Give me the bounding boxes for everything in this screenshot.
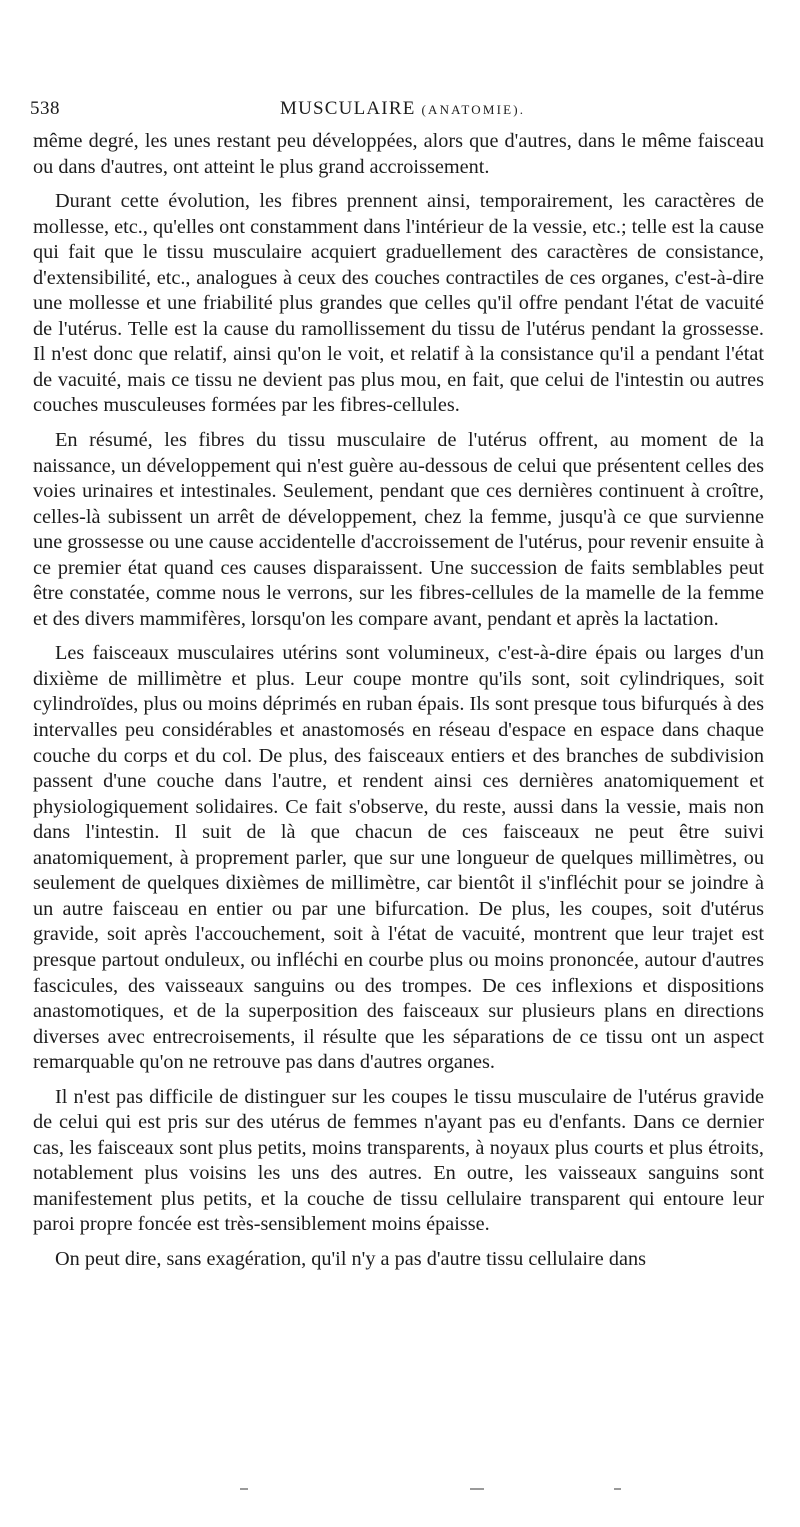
print-speck (614, 1488, 621, 1490)
print-speck (470, 1488, 484, 1490)
running-title (280, 98, 525, 120)
running-title-main: MUSCULAIRE (280, 98, 416, 119)
paragraph: Les faisceaux musculaires utérins sont volumineux, c'est-à-dire épais ou larges d'un dixième de millimètre et plus. Leur coupe montre qu'ils sont, soit cylindriques, soit cylindroïdes, plus ou moins déprimés en ruban épais. Ils sont presque tous bifurqués à des intervalles peu considérables et anastomosés en réseau d'espace en espace dans chaque couche du corps et du col. De plus, des faisceaux entiers et des branches de subdivision passent d'une couche dans l'autre, et rendent ainsi ces dernières anatomiquement et physiologiquement solidaires. Ce fait s'observe, du reste, aussi dans la vessie, mais non dans l'intestin. Il suit de là que chacun de ces faisceaux ne peut être suivi anatomiquement, à proprement parler, que sur une longueur de quelques millimètres, ou seulement de quelques dixièmes de millimètre, car bientôt il s'infléchit pour se joindre à un autre faisceau en entier ou par une bifurcation. De plus, les coupes, soit d'utérus gravide, soit après l'accouchement, soit à l'état de vacuité, montrent que leur trajet est presque partout onduleux, ou infléchi en courbe plus ou moins prononcée, autour d'autres fascicules, des vaisseaux sanguins ou des trompes. De ces inflexions et dispositions anastomotiques, et de la superposition des faisceaux sur plusieurs plans en directions diverses avec entrecroisements, il résulte que les séparations de ce tissu ont un aspect remarquable qu'on ne retrouve pas dans d'autres organes. (33, 642, 764, 1074)
paragraph-last: On peut dire, sans exagération, qu'il n'y a pas d'autre tissu cellulaire dans (55, 1247, 647, 1270)
running-header (30, 98, 770, 124)
body-text (33, 129, 764, 1282)
paragraph: Il n'est pas difficile de distinguer sur les coupes le tissu musculaire de l'utérus gravide de celui qui est pris sur des utérus de femmes n'ayant pas eu d'enfants. Dans ce dernier cas, les faisceaux sont plus petits, moins transparents, à noyaux plus courts et plus étroits, notablement plus voisins les uns des autres. En outre, les vaisseaux sanguins sont manifestement plus petits, et la couche de tissu cellulaire transparent qui entoure leur paroi propre foncée est très-sensiblement moins épaisse. (33, 1085, 764, 1236)
page-number: 538 (30, 98, 60, 119)
paragraph-continuation: même degré, les unes restant peu développées, alors que d'autres, dans le même faisceau ou dans d'autres, ont atteint le plus grand accroissement. (33, 130, 764, 178)
print-speck (240, 1488, 248, 1490)
paragraph: Durant cette évolution, les fibres prennent ainsi, temporairement, les caractères de mollesse, etc., qu'elles ont constamment dans l'intérieur de la vessie, etc.; telle est la cause qui fait que le tissu musculaire acquiert graduellement des caractères de consistance, d'extensibilité, etc., analogues à ceux des couches contractiles de ces organes, c'est-à-dire une mollesse et une friabilité plus grandes que celles qu'il offre pendant l'état de vacuité de l'utérus. Telle est la cause du ramollissement du tissu de l'utérus pendant la grossesse. Il n'est donc que relatif, ainsi qu'on le voit, et relatif à la consistance qu'il a pendant l'état de vacuité, mais ce tissu ne devient pas plus mou, en fait, que celui de l'intestin ou autres couches musculeuses formées par les fibres-cellules. (33, 190, 764, 417)
running-title-subtitle: (ANATOMIE). (421, 102, 526, 117)
paragraph: En résumé, les fibres du tissu musculaire de l'utérus offrent, au moment de la naissance, un développement qui n'est guère au-dessous de celui que présentent celles des voies urinaires et intestinales. Seulement, pendant que ces dernières continuent à croître, celles-là subissent un arrêt de développement, chez la femme, jusqu'à ce que survienne une grossesse ou une cause accidentelle d'accroissement de l'utérus, pour revenir ensuite à ce premier état quand ces causes disparaissent. Une succession de faits semblables peut être constatée, comme nous le verrons, sur les fibres-cellules de la mamelle de la femme et des divers mammifères, lorsqu'on les compare avant, pendant et après la lactation. (33, 429, 764, 630)
